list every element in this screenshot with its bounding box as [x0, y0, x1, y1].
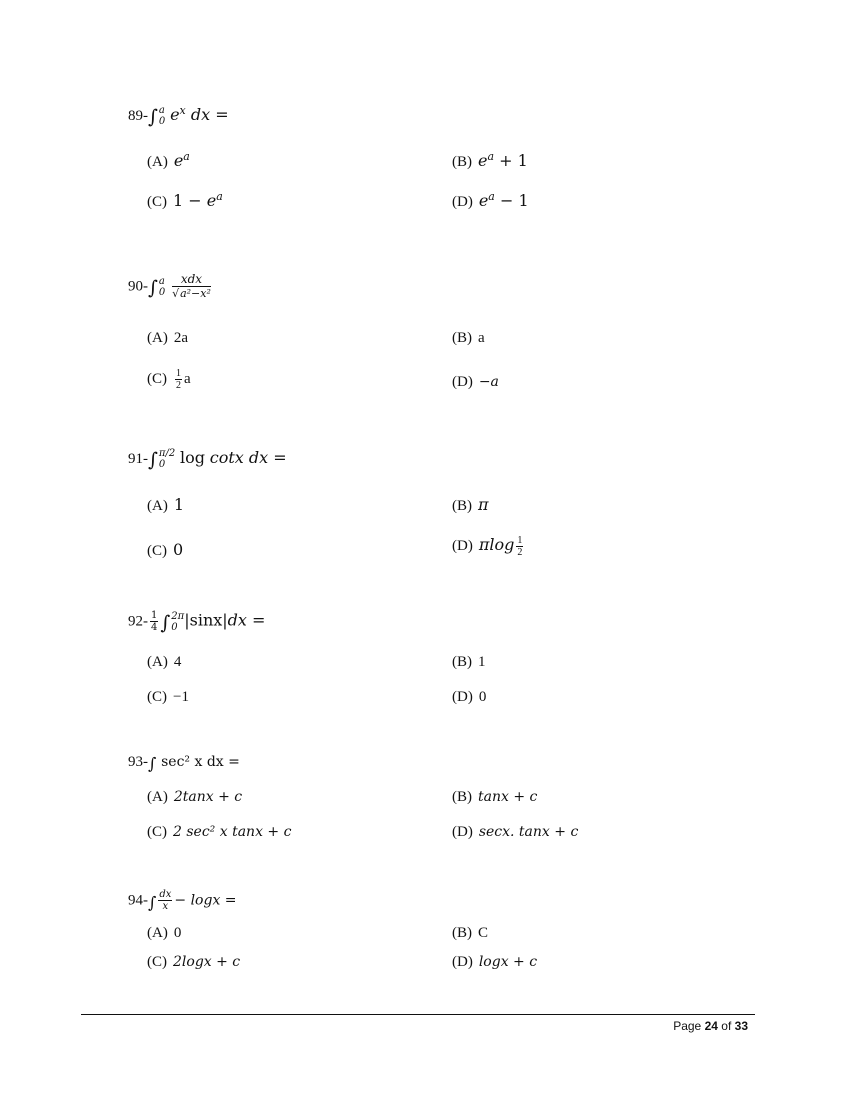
integral-sign: ∫	[160, 611, 171, 634]
option-sup: a	[487, 150, 495, 163]
option-b[interactable]	[452, 495, 489, 515]
option-c[interactable]	[147, 368, 191, 391]
lower-limit: 0	[158, 116, 166, 127]
option-label: (B)	[452, 654, 472, 670]
integral-sign: ∫	[148, 892, 157, 912]
upper-limit: a	[158, 105, 165, 116]
option-c[interactable]	[147, 824, 291, 841]
option-a[interactable]	[147, 789, 242, 806]
option-label: (B)	[452, 925, 472, 941]
option-label: (A)	[147, 789, 168, 805]
lower-limit: 0	[171, 621, 178, 633]
option-label: (C)	[147, 954, 167, 970]
option-label: (B)	[452, 789, 472, 805]
fraction-denominator: 2	[517, 547, 523, 559]
option-label: (C)	[147, 689, 167, 705]
page-prefix: Page	[673, 1019, 702, 1033]
radicand: a²−x²	[180, 287, 211, 300]
option-label: (A)	[147, 498, 168, 514]
option-c[interactable]	[147, 190, 223, 211]
upper-limit: 2π	[171, 610, 185, 622]
option-base: e	[478, 151, 488, 170]
total-pages: 33	[734, 1019, 748, 1033]
option-text: 4	[173, 654, 182, 670]
option-text: 0	[173, 540, 184, 559]
option-label: (C)	[147, 194, 167, 210]
option-sup: a	[183, 150, 190, 163]
option-d[interactable]	[452, 954, 537, 971]
option-text: −1	[173, 689, 189, 705]
option-a[interactable]	[147, 330, 188, 347]
option-label: (C)	[147, 370, 167, 387]
option-label: (C)	[147, 543, 167, 559]
question-89	[128, 104, 229, 128]
option-c[interactable]	[147, 689, 189, 706]
option-text: logx + c	[478, 954, 538, 970]
option-base: e	[173, 151, 184, 170]
question-94	[128, 889, 237, 912]
question-number: 92-	[128, 613, 148, 630]
question-91	[128, 448, 287, 471]
question-number: 90-	[128, 278, 148, 295]
integrand-pre: log	[180, 448, 205, 467]
integrand: sec² x dx =	[161, 754, 240, 770]
option-a[interactable]	[147, 654, 181, 671]
option-label: (D)	[452, 824, 473, 840]
option-label: (A)	[147, 654, 168, 670]
option-text: 2a	[173, 330, 188, 346]
option-pre: 1 −	[173, 191, 207, 210]
question-number: 93-	[128, 754, 148, 770]
option-d[interactable]	[452, 689, 486, 706]
option-text: 2tanx + c	[173, 789, 243, 805]
option-b[interactable]	[452, 330, 485, 347]
option-text: a	[184, 370, 191, 387]
option-text: 0	[173, 925, 182, 941]
question-93	[128, 752, 240, 773]
option-a[interactable]	[147, 925, 181, 942]
option-d[interactable]	[452, 374, 499, 391]
integral-sign: ∫	[148, 754, 157, 773]
option-text: tanx + c	[478, 789, 538, 805]
page-of: of	[721, 1019, 732, 1033]
option-text: π	[478, 495, 489, 514]
option-label: (A)	[147, 925, 168, 941]
option-d[interactable]	[452, 190, 529, 211]
option-base: e	[206, 191, 217, 210]
option-fraction	[175, 368, 182, 391]
option-text: πlog	[478, 535, 515, 554]
numerator: xdx	[172, 272, 211, 287]
upper-limit: π/2	[158, 448, 176, 459]
question-90	[128, 272, 213, 301]
option-label: (D)	[452, 194, 473, 210]
question-number: 94-	[128, 892, 148, 909]
option-text: C	[478, 925, 489, 941]
integral-sign: ∫	[148, 276, 158, 299]
option-sup: a	[488, 190, 495, 203]
coefficient-fraction	[150, 610, 158, 633]
option-text: 2logx + c	[173, 954, 241, 970]
option-label: (C)	[147, 824, 167, 840]
page-footer	[673, 1019, 748, 1033]
option-a[interactable]	[147, 495, 184, 515]
footer-divider	[81, 1014, 755, 1015]
denominator: √a²−x²	[172, 287, 211, 300]
option-text: 0	[478, 689, 487, 705]
option-label: (B)	[452, 498, 472, 514]
upper-limit: a	[158, 275, 165, 287]
integrand: |sinx|	[184, 610, 228, 630]
option-b[interactable]	[452, 925, 488, 942]
option-label: (A)	[147, 154, 168, 170]
integrand: e	[170, 105, 180, 124]
option-b[interactable]	[452, 150, 528, 171]
exponent: x	[179, 104, 186, 117]
fraction-numerator: 1	[517, 535, 523, 547]
question-number: 91-	[128, 451, 148, 467]
option-text: 1	[478, 654, 486, 670]
integrand-fraction	[172, 272, 211, 301]
option-sup: a	[216, 190, 223, 203]
integrand-fraction	[158, 889, 172, 912]
option-label: (D)	[452, 689, 473, 705]
option-label: (B)	[452, 154, 472, 170]
option-label: (D)	[452, 954, 473, 970]
question-number: 89-	[128, 108, 148, 124]
integrand-tail: dx =	[185, 105, 229, 124]
integral-sign: ∫	[148, 449, 158, 471]
option-text: secx. tanx + c	[478, 824, 579, 840]
current-page: 24	[704, 1019, 718, 1033]
fraction-denominator: 2	[176, 380, 181, 391]
option-d[interactable]	[452, 535, 525, 558]
fraction-numerator: dx	[159, 889, 172, 900]
integrand: cotx dx =	[209, 448, 287, 467]
option-b[interactable]	[452, 789, 537, 806]
option-rest: + 1	[494, 151, 528, 170]
option-a[interactable]	[147, 150, 190, 171]
integrand-tail: − logx =	[174, 892, 237, 909]
option-text: a	[478, 330, 485, 346]
fraction-denominator: 4	[151, 622, 158, 633]
integral-sign: ∫	[148, 106, 158, 128]
option-text: 2 sec² x tanx + c	[173, 824, 292, 840]
fraction-denominator: x	[162, 901, 169, 912]
integrand-tail: dx =	[227, 610, 266, 630]
option-c[interactable]	[147, 954, 240, 971]
option-rest: − 1	[494, 191, 529, 210]
option-d[interactable]	[452, 824, 578, 841]
option-text: 1	[173, 495, 185, 514]
option-b[interactable]	[452, 654, 486, 671]
option-label: (B)	[452, 330, 472, 346]
lower-limit: 0	[158, 459, 166, 470]
fraction-numerator: 1	[151, 610, 158, 621]
option-base: e	[478, 191, 489, 210]
option-label: (A)	[147, 330, 168, 346]
option-fraction	[516, 535, 523, 558]
question-92	[128, 610, 265, 634]
option-label: (D)	[452, 538, 473, 554]
option-label: (D)	[452, 374, 473, 390]
option-text: −a	[478, 374, 499, 390]
fraction-numerator: 1	[176, 368, 181, 379]
option-c[interactable]	[147, 540, 183, 560]
lower-limit: 0	[158, 286, 166, 298]
